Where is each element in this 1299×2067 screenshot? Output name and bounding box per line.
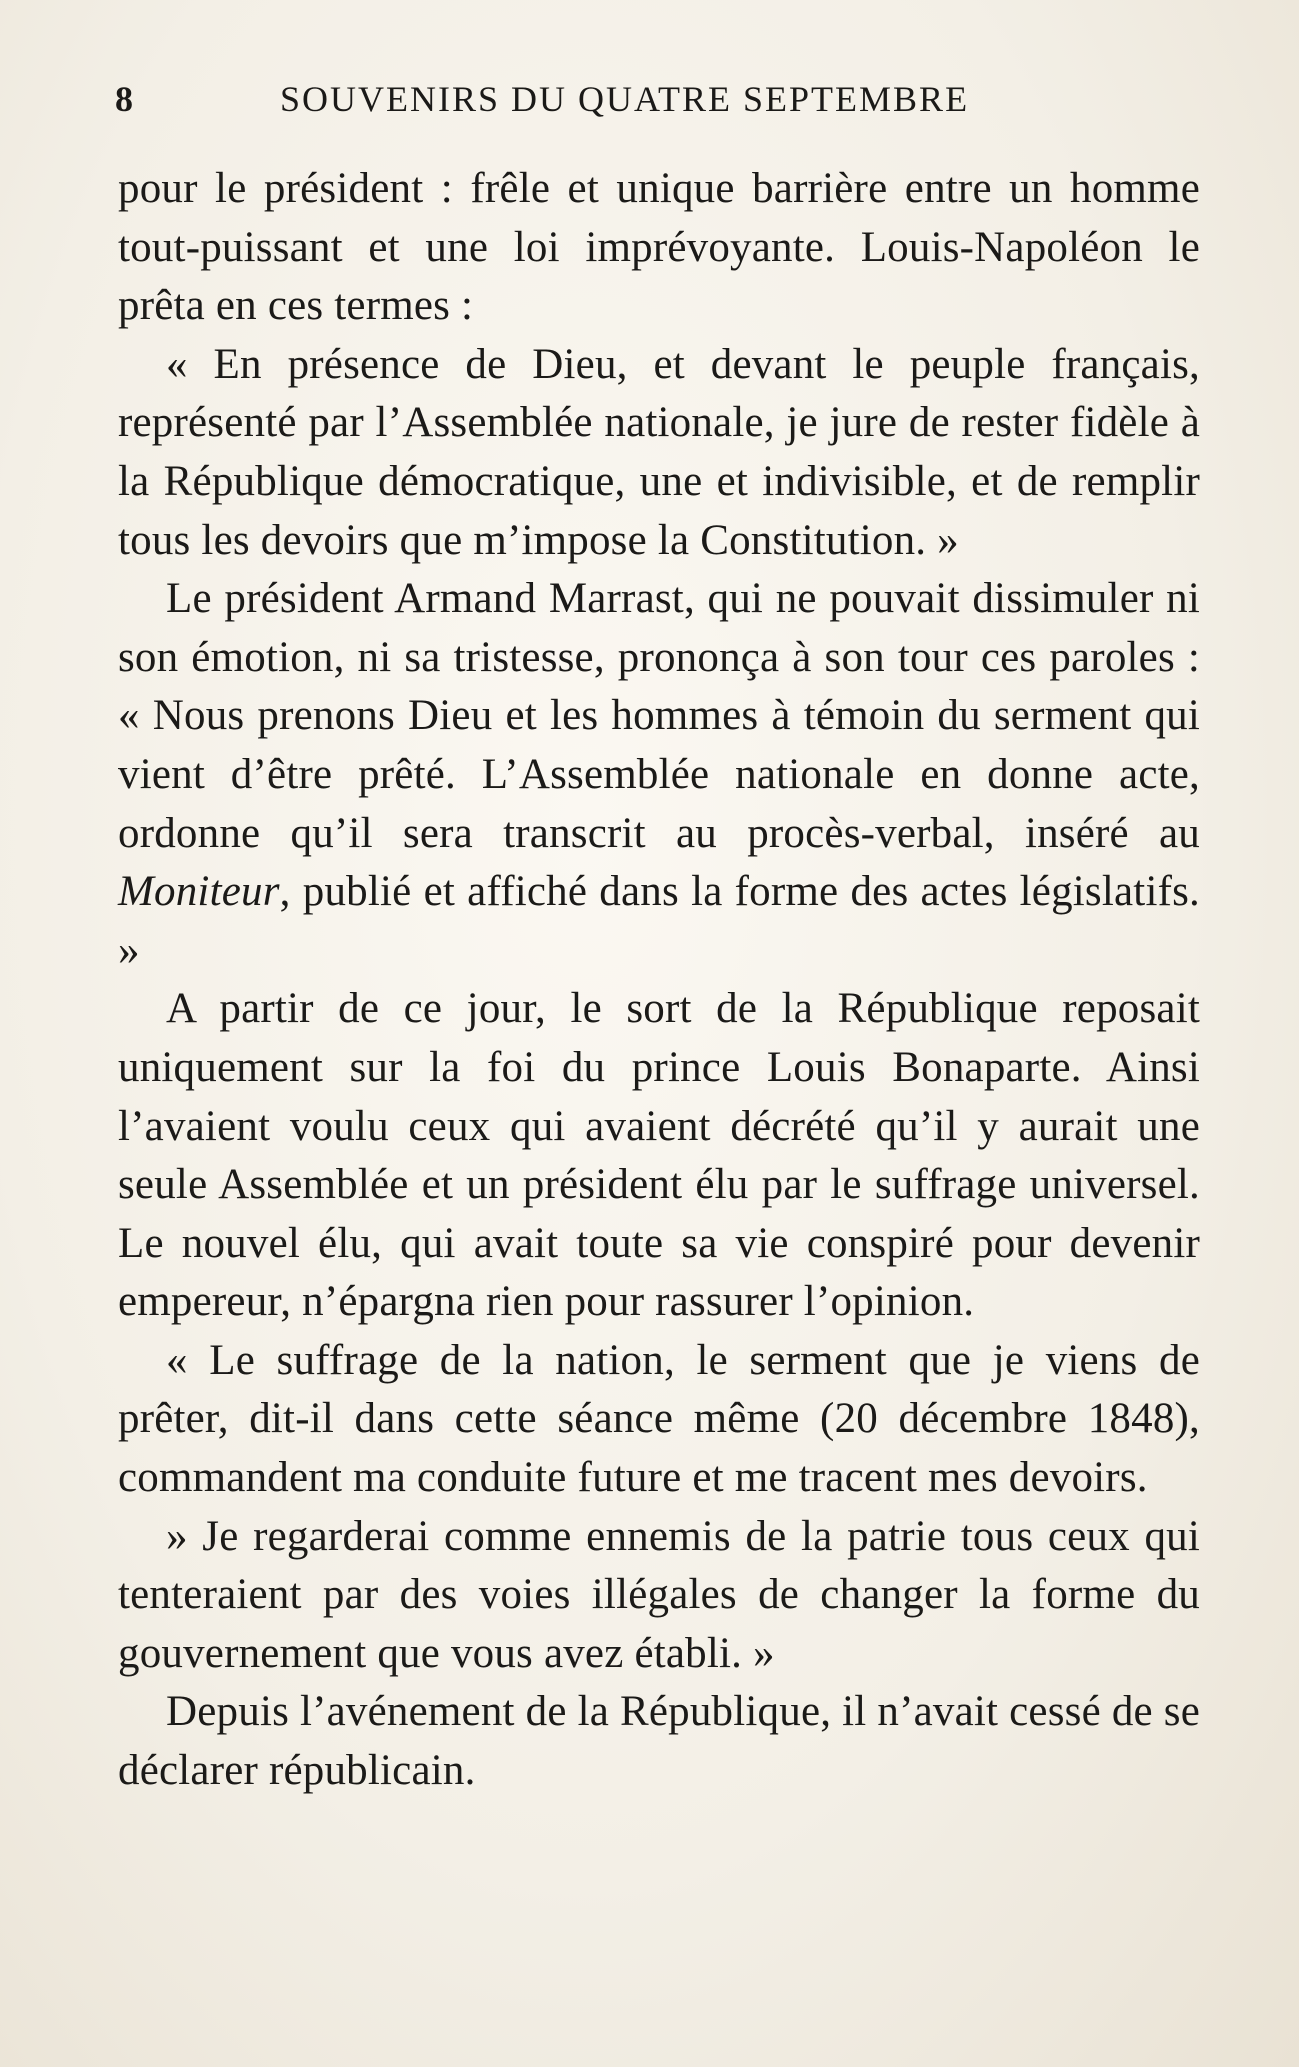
running-header — [115, 78, 1055, 126]
paragraph-5-quote: « Le suffrage de la nation, le serment que je viens de prêter, dit-il dans cette séance même (20 décembre 1848), commandent ma conduite future et me tracent mes devoirs. — [118, 1336, 1200, 1502]
paragraph-1: pour le président : frêle et unique barrière entre un homme tout-puissant et une loi imprévoyante. Louis-Napoléon le prêta en ces termes : — [118, 165, 1200, 330]
paragraph-3 — [118, 570, 1200, 980]
body-text — [118, 160, 1200, 1801]
paragraph-2-oath-quote: « En présence de Dieu, et devant le peuple français, représenté par l’Assemblée nationale, je jure de rester fidèle à la République démocratique, une et indivisible, et de remplir tous les devoirs que m’impose la Constitution. » — [118, 340, 1200, 564]
moniteur-title: Moniteur — [118, 868, 280, 916]
paragraph-7: Depuis l’avénement de la République, il n’avait cessé de se déclarer républicain. — [118, 1688, 1200, 1795]
paragraph-3-text-start: Le président Armand Marrast, qui ne pouvait dissimuler ni son émotion, ni sa tristesse, prononça à son tour ces paroles : « Nous prenons Dieu et les hommes à témoin du serment qui vient d’être prêté. L’Assemblée nationale en donne acte, ordonne qu’il sera transcrit au procès-verbal, inséré au — [118, 575, 1200, 857]
paragraph-4: A partir de ce jour, le sort de la République reposait uniquement sur la foi du prince Louis Bonaparte. Ainsi l’avaient voulu ceux qui avaient décrété qu’il y aurait une seule Assemblée et un président élu par le suffrage universel. Le nouvel élu, qui avait toute sa vie conspiré pour devenir empereur, n’épargna rien pour rassurer l’opinion. — [118, 985, 1200, 1326]
paragraph-3-text-end: , publié et affiché dans la forme des actes législatifs. » — [118, 868, 1200, 974]
running-title: SOUVENIRS DU QUATRE SEPTEMBRE — [280, 79, 970, 119]
page-number: 8 — [115, 79, 135, 119]
paragraph-6-quote: » Je regarderai comme ennemis de la patrie tous ceux qui tenteraient par des voies illégales de changer la forme du gouvernement que vous avez établi. » — [118, 1512, 1200, 1677]
